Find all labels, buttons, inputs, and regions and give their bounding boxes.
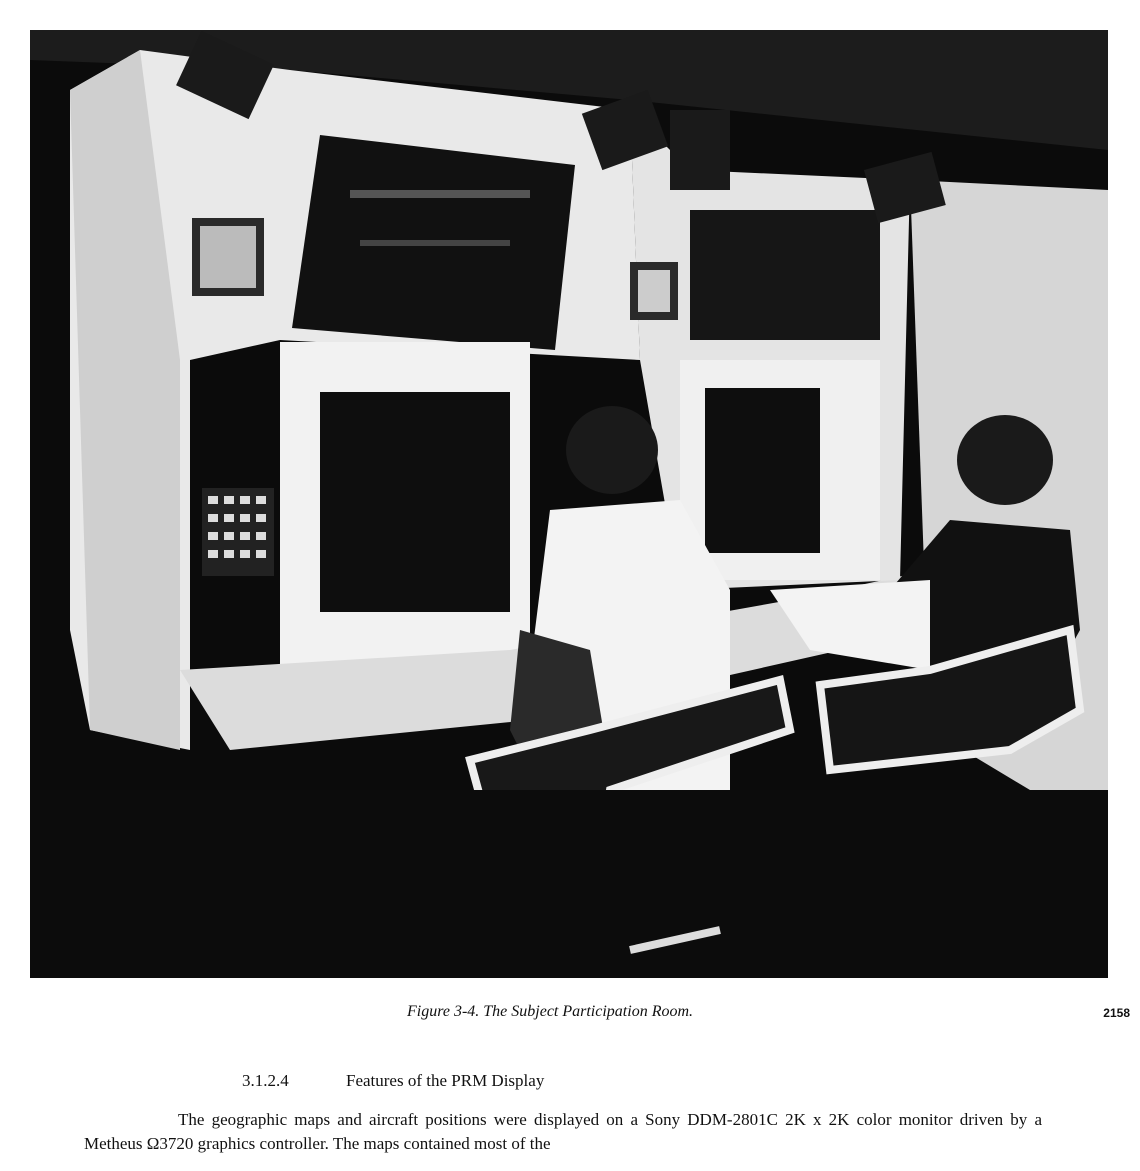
figure-number: 2158 [1103, 1006, 1130, 1020]
section-number: 3.1.2.4 [242, 1071, 289, 1090]
section-heading [242, 1071, 544, 1091]
figure-caption: Figure 3-4. The Subject Participation Room. [406, 1003, 694, 1020]
photo-illustration [30, 30, 1108, 978]
body-paragraph: The geographic maps and aircraft positions were displayed on a Sony DDM-2801C 2K x 2K color monitor driven by a Metheus Ω3720 graphics controller. The maps contained most of the [84, 1110, 1042, 1153]
section-title: Features of the PRM Display [346, 1071, 545, 1090]
participation-room-photo [30, 30, 1108, 978]
